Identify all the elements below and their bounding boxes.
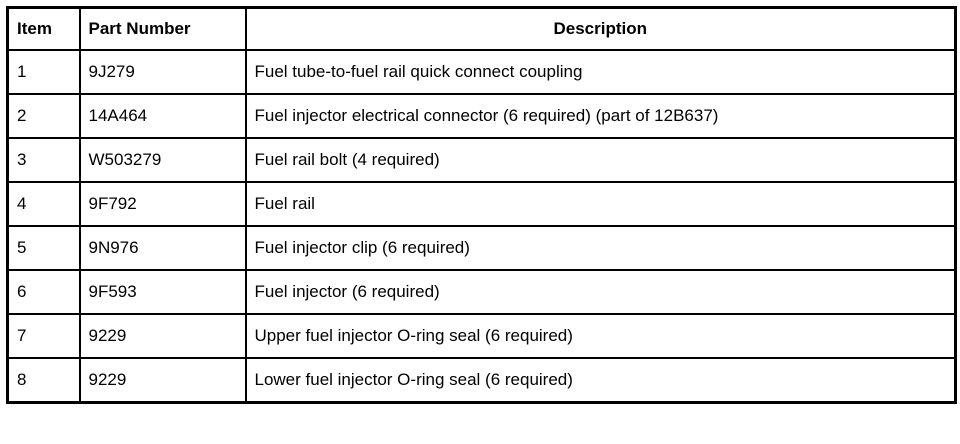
table-body bbox=[8, 50, 956, 403]
cell-item: 3 bbox=[8, 138, 80, 182]
cell-item: 7 bbox=[8, 314, 80, 358]
table-row bbox=[8, 50, 956, 94]
cell-part-number: 9F792 bbox=[80, 182, 246, 226]
cell-item: 1 bbox=[8, 50, 80, 94]
table-row bbox=[8, 94, 956, 138]
cell-item: 2 bbox=[8, 94, 80, 138]
column-header-part-number: Part Number bbox=[80, 8, 246, 51]
cell-item: 5 bbox=[8, 226, 80, 270]
cell-part-number: 14A464 bbox=[80, 94, 246, 138]
table-row bbox=[8, 358, 956, 403]
cell-description: Fuel rail bolt (4 required) bbox=[246, 138, 956, 182]
table-row bbox=[8, 314, 956, 358]
cell-description: Upper fuel injector O-ring seal (6 required) bbox=[246, 314, 956, 358]
table-row bbox=[8, 270, 956, 314]
cell-description: Lower fuel injector O-ring seal (6 required) bbox=[246, 358, 956, 403]
cell-description: Fuel injector (6 required) bbox=[246, 270, 956, 314]
cell-part-number: 9N976 bbox=[80, 226, 246, 270]
cell-part-number: 9229 bbox=[80, 358, 246, 403]
table-header-row bbox=[8, 8, 956, 51]
table-row bbox=[8, 226, 956, 270]
cell-item: 6 bbox=[8, 270, 80, 314]
table-row bbox=[8, 182, 956, 226]
table-header bbox=[8, 8, 956, 51]
cell-description: Fuel tube-to-fuel rail quick connect coupling bbox=[246, 50, 956, 94]
cell-part-number: W503279 bbox=[80, 138, 246, 182]
cell-description: Fuel injector clip (6 required) bbox=[246, 226, 956, 270]
table-row bbox=[8, 138, 956, 182]
cell-description: Fuel injector electrical connector (6 required) (part of 12B637) bbox=[246, 94, 956, 138]
parts-table bbox=[6, 6, 957, 404]
cell-description: Fuel rail bbox=[246, 182, 956, 226]
cell-part-number: 9229 bbox=[80, 314, 246, 358]
column-header-item: Item bbox=[8, 8, 80, 51]
column-header-description: Description bbox=[246, 8, 956, 51]
cell-part-number: 9F593 bbox=[80, 270, 246, 314]
cell-part-number: 9J279 bbox=[80, 50, 246, 94]
cell-item: 8 bbox=[8, 358, 80, 403]
cell-item: 4 bbox=[8, 182, 80, 226]
